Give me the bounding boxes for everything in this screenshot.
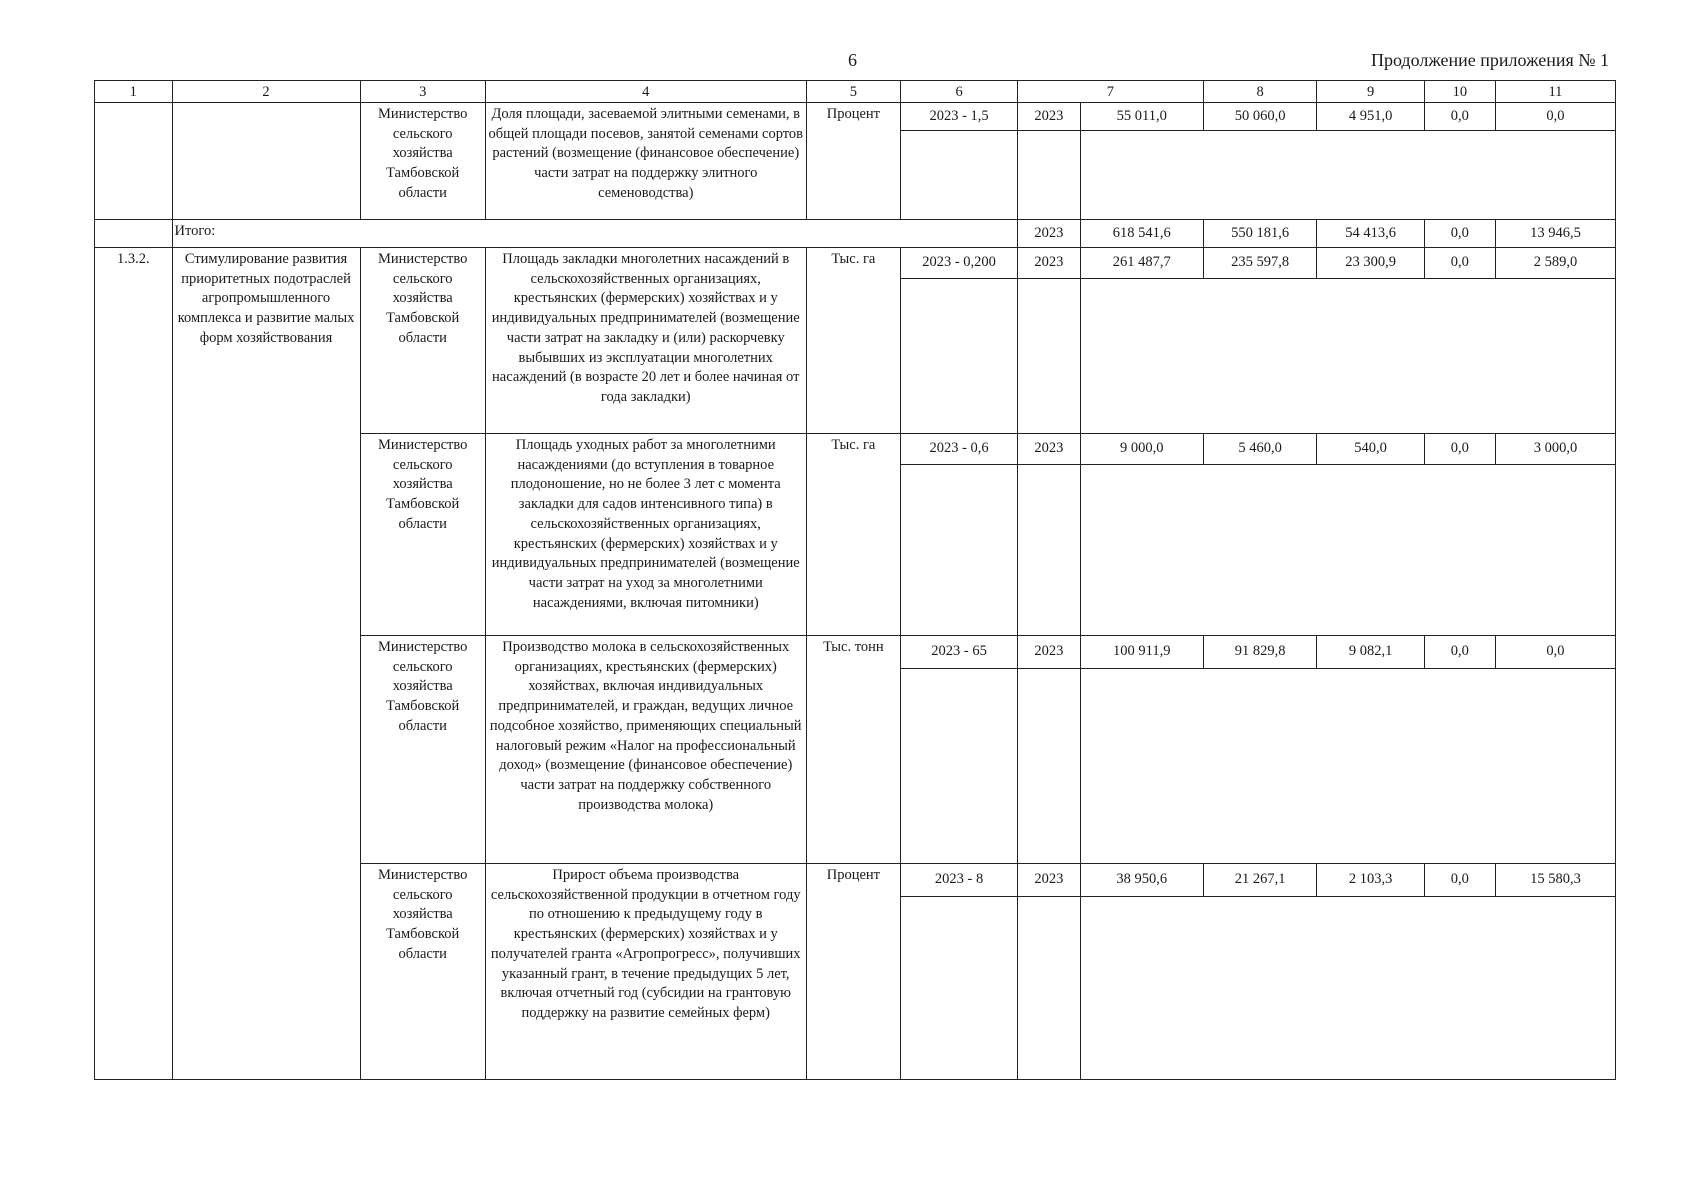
year-cell: 2023 — [1017, 103, 1080, 131]
local-cell: 0,0 — [1424, 636, 1495, 669]
federal-cell: 235 597,8 — [1203, 248, 1317, 279]
itogo-federal: 550 181,6 — [1203, 220, 1317, 248]
local-cell: 0,0 — [1424, 434, 1495, 465]
local-cell: 0,0 — [1424, 248, 1495, 279]
total-cell: 55 011,0 — [1080, 103, 1203, 131]
year-cell: 2023 — [1017, 434, 1080, 465]
col-header-10: 10 — [1424, 81, 1495, 103]
ministry-cell: Министерство сельского хозяйства Тамбовской области — [360, 103, 485, 220]
col-header-5: 5 — [806, 81, 901, 103]
federal-cell: 21 267,1 — [1203, 864, 1317, 897]
ministry-cell: Министерство сельского хозяйства Тамбовской области — [360, 636, 485, 864]
unit-cell: Процент — [806, 864, 901, 1080]
other-cell: 0,0 — [1495, 636, 1615, 669]
other-cell: 0,0 — [1495, 103, 1615, 131]
regional-cell: 2 103,3 — [1317, 864, 1424, 897]
col-header-8: 8 — [1203, 81, 1317, 103]
other-cell: 2 589,0 — [1495, 248, 1615, 279]
federal-cell: 5 460,0 — [1203, 434, 1317, 465]
itogo-regional: 54 413,6 — [1317, 220, 1424, 248]
unit-cell: Тыс. га — [806, 434, 901, 636]
itogo-label: Итого: — [172, 220, 1017, 248]
page-number: 6 — [848, 50, 857, 70]
target-cell: 2023 - 0,200 — [901, 248, 1018, 279]
itogo-total: 618 541,6 — [1080, 220, 1203, 248]
program-table — [94, 80, 1616, 1080]
col-header-3: 3 — [360, 81, 485, 103]
col-header-2: 2 — [172, 81, 360, 103]
itogo-other: 13 946,5 — [1495, 220, 1615, 248]
total-cell: 9 000,0 — [1080, 434, 1203, 465]
total-cell: 100 911,9 — [1080, 636, 1203, 669]
target-cell: 2023 - 65 — [901, 636, 1018, 669]
total-cell: 261 487,7 — [1080, 248, 1203, 279]
col-header-6: 6 — [901, 81, 1018, 103]
other-cell: 15 580,3 — [1495, 864, 1615, 897]
indicator-cell: Площадь уходных работ за многолетними насаждениями (до вступления в товарное плодоношение, но не более 3 лет с момента закладки для садов интенсивного типа) в сельскохозяйственных организациях, крестьянских (фермерских) хозяйствах и у индивидуальных предпринимателей (возмещение части затрат на уход за многолетними насаждениями, включая питомники) — [485, 434, 806, 636]
regional-cell: 4 951,0 — [1317, 103, 1424, 131]
local-cell: 0,0 — [1424, 103, 1495, 131]
col-header-1: 1 — [95, 81, 173, 103]
ministry-cell: Министерство сельского хозяйства Тамбовской области — [360, 248, 485, 434]
year-cell: 2023 — [1017, 248, 1080, 279]
regional-cell: 540,0 — [1317, 434, 1424, 465]
regional-cell: 23 300,9 — [1317, 248, 1424, 279]
federal-cell: 91 829,8 — [1203, 636, 1317, 669]
unit-cell: Тыс. га — [806, 248, 901, 434]
indicator-cell: Прирост объема производства сельскохозяйственной продукции в отчетном году по отношению к предыдущему году в крестьянских (фермерских) хозяйствах и у получателей гранта «Агропрогресс», получивших указанный грант, в течение предыдущих 5 лет, включая отчетный год (субсидии на грантовую поддержку на развитие семейных ферм) — [485, 864, 806, 1080]
col-header-11: 11 — [1495, 81, 1615, 103]
unit-cell: Процент — [806, 103, 901, 220]
indicator-cell: Доля площади, засеваемой элитными семенами, в общей площади посевов, занятой семенами сортов растений (возмещение (финансовое обеспечение) части затрат на поддержку элитного семеноводства) — [485, 103, 806, 220]
total-cell: 38 950,6 — [1080, 864, 1203, 897]
col-header-7: 7 — [1017, 81, 1203, 103]
itogo-row — [95, 220, 1616, 248]
ministry-cell: Министерство сельского хозяйства Тамбовской области — [360, 864, 485, 1080]
target-cell: 2023 - 0,6 — [901, 434, 1018, 465]
target-cell: 2023 - 1,5 — [901, 103, 1018, 131]
itogo-year: 2023 — [1017, 220, 1080, 248]
regional-cell: 9 082,1 — [1317, 636, 1424, 669]
target-cell: 2023 - 8 — [901, 864, 1018, 897]
ministry-cell: Министерство сельского хозяйства Тамбовской области — [360, 434, 485, 636]
indicator-cell: Производство молока в сельскохозяйственных организациях, крестьянских (фермерских) хозяйствах, включая индивидуальных предпринимателей, и граждан, ведущих личное подсобное хозяйство, применяющих специальный налоговый режим «Налог на профессиональный доход» (возмещение (финансовое обеспечение) части затрат на поддержку собственного производства молока) — [485, 636, 806, 864]
other-cell: 3 000,0 — [1495, 434, 1615, 465]
year-cell: 2023 — [1017, 864, 1080, 897]
indicator-cell: Площадь закладки многолетних насаждений в сельскохозяйственных организациях, крестьянских (фермерских) хозяйствах и у индивидуальных предпринимателей (возмещение части затрат на закладку и (или) раскорчевку выбывших из эксплуатации многолетних насаждений (в возрасте 20 лет и более начиная от года закладки) — [485, 248, 806, 434]
col-header-4: 4 — [485, 81, 806, 103]
federal-cell: 50 060,0 — [1203, 103, 1317, 131]
section-number: 1.3.2. — [95, 248, 173, 1080]
section-name: Стимулирование развития приоритетных подотраслей агропромышленного комплекса и развитие малых форм хозяйствования — [172, 248, 360, 1080]
year-cell: 2023 — [1017, 636, 1080, 669]
table-row — [95, 248, 1616, 279]
table-row — [95, 103, 1616, 131]
col-header-9: 9 — [1317, 81, 1424, 103]
unit-cell: Тыс. тонн — [806, 636, 901, 864]
local-cell: 0,0 — [1424, 864, 1495, 897]
header-row — [95, 81, 1616, 103]
continuation-header: Продолжение приложения № 1 — [1370, 50, 1609, 70]
itogo-local: 0,0 — [1424, 220, 1495, 248]
